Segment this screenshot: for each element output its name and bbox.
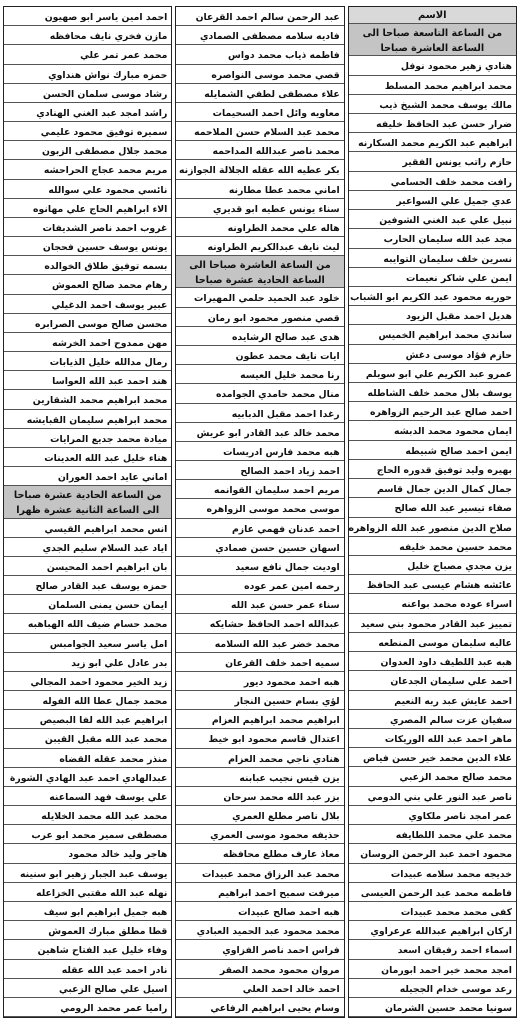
name-cell: عمرو عبد الكريم علي ابو سويلم	[349, 364, 516, 383]
name-cell: يوسف عبد الجبار زهير ابو سنينه	[4, 864, 171, 883]
name-cell: يزن قيس نجيب عبابنه	[176, 768, 343, 787]
name-cell: محمد عبد الله محمد الخلايله	[4, 806, 171, 825]
name-cell: راميا عمر محمد الرومي	[4, 998, 171, 1017]
name-cell: هند احمد عبد الله العواسا	[4, 371, 171, 390]
name-cell: مازن فخري نايف محافظه	[4, 26, 171, 45]
name-cell: اركان ابراهيم عبدالله عرعراوي	[349, 921, 516, 940]
name-cell: عبد الرحمن سالم احمد القرعان	[176, 7, 343, 26]
name-cell: محمد حسام ضيف الله الهباهبه	[4, 614, 171, 633]
name-cell: لؤي بسام حسين النجار	[176, 691, 343, 710]
name-cell: احمد عدنان فهمي عازم	[176, 519, 343, 538]
name-cell: اوديت جمال نافع سعيد	[176, 557, 343, 576]
name-cell: ميادة محمد جديع المرايات	[4, 429, 171, 448]
column-left	[3, 6, 172, 1018]
name-cell: راشد امجد عبد الغني الهنادي	[4, 103, 171, 122]
name-cell: عاليه سليمان موسى المنطعه	[349, 633, 516, 652]
name-cell: يونس يوسف حسين فحجان	[4, 237, 171, 256]
name-cell: علاء الدين محمد خير حسن فياض	[349, 748, 516, 767]
name-cell: قصي محمد موسى النواصره	[176, 65, 343, 84]
name-cell: خديجه محمد سلامه عبيدات	[349, 864, 516, 883]
name-cell: مجد عبد الله سليمان الحارب	[349, 229, 516, 248]
name-cell: محمد عبد السلام حسن الملاحمه	[176, 122, 343, 141]
name-cell: علاء مصطفى لطفي الشمايله	[176, 84, 343, 103]
name-cell: سميره توفيق محمود عليمي	[4, 122, 171, 141]
name-cell: جمال كمال الدين جمال قاسم	[349, 479, 516, 498]
name-cell: تمييز عبد القادر محمود بني سعيد	[349, 614, 516, 633]
name-cell: هبه جميل ابراهيم ابو سيف	[4, 902, 171, 921]
name-cell: فراس احمد ناصر الفزاوي	[176, 940, 343, 959]
name-cell: هاله علي محمد الطراونه	[176, 218, 343, 237]
name-cell: غروب احمد ناصر الشديفات	[4, 218, 171, 237]
name-cell: محمد خضر عبد الله السلامه	[176, 634, 343, 653]
name-cell: رغدا احمد مقبل الدبابيه	[176, 404, 343, 423]
name-cell: سميه احمد خلف القرعان	[176, 653, 343, 672]
name-cell: بكر عطيه الله عقله الجلالة الجوازنه	[176, 160, 343, 179]
name-cell: ساندي محمد ابراهيم الخميس	[349, 325, 516, 344]
name-cell: احمد علي سليمان الجدعان	[349, 671, 516, 690]
name-cell: عبدالهادي احمد عبد الهادي الشورة	[4, 768, 171, 787]
name-cell: هبه عبد اللطيف داود العدوان	[349, 652, 516, 671]
name-cell: رافت محمد خلف الحسامي	[349, 172, 516, 191]
name-cell: ابراهيم عبد الله لفا البصيص	[4, 710, 171, 729]
name-cell: محمد ابراهيم سليمان القبايشه	[4, 410, 171, 429]
name-cell: ليث نايف عبدالكريم الطراونه	[176, 237, 343, 256]
name-cell: محمود احمد عبد الرحمن الروسان	[349, 844, 516, 863]
name-cell: هدى عبد صالح الرشايده	[176, 327, 343, 346]
name-cell: محمد علي محمد اللطايفه	[349, 825, 516, 844]
name-cell: نسرين خلف سليمان التوايبه	[349, 249, 516, 268]
name-cell: سناء عمر حسن عبد الله	[176, 595, 343, 614]
name-cell: سونيا محمد حسين الشرمان	[349, 998, 516, 1017]
name-cell: صفاء تيسير عبد الله صالح	[349, 498, 516, 517]
name-cell: رنا محمد خليل العيسه	[176, 365, 343, 384]
name-cell: حمزه يوسف عبد القادر صالح	[4, 576, 171, 595]
name-cell: رشاد موسى سلمان الحسن	[4, 84, 171, 103]
column-middle	[175, 6, 344, 1018]
name-cell: ايات نايف محمد عطون	[176, 346, 343, 365]
name-cell: يزن مجدي مصباح خليل	[349, 556, 516, 575]
name-cell: احمد خالد احمد العلي	[176, 979, 343, 998]
name-cell: حمزه مبارك نواش هنداوي	[4, 65, 171, 84]
time-slot-header: من الساعة العاشرة صباحا الى الساعة الحادية عشرة صباحا	[176, 256, 343, 288]
name-cell: اماني عايد احمد العوران	[4, 467, 171, 486]
name-cell: مريم احمد سليمان القوانمه	[176, 480, 343, 499]
name-cell: محمد ابراهيم محمد الشقارين	[4, 390, 171, 409]
name-cell: اسماء احمد رفيقان اسعد	[349, 940, 516, 959]
name-cell: رمال مدالله خليل الذيابات	[4, 352, 171, 371]
name-cell: اعتدال قاسم محمود ابو خيط	[176, 729, 343, 748]
name-cell: اسهان حسين حسن صمادي	[176, 538, 343, 557]
name-cell: هنادي زهير محمود نوفل	[349, 56, 516, 75]
name-cell: اياد عبد السلام سليم الجدي	[4, 538, 171, 557]
name-cell: ايمن علي شاكر نعيمات	[349, 268, 516, 287]
name-cell: حوريه محمود عبد الكريم ابو الشباب	[349, 287, 516, 306]
name-cell: اسراء عوده محمد بواعنه	[349, 594, 516, 613]
name-cell: نهله عبد الله مقتبي الخزاعله	[4, 883, 171, 902]
name-cell: مهن ممدوح احمد الخرشه	[4, 333, 171, 352]
name-cell: بزر عبد الله محمد سرحان	[176, 787, 343, 806]
name-cell: وفاء خليل عبد الفتاح شاهين	[4, 940, 171, 959]
name-cell: معاذ عارف مطلع محافظه	[176, 844, 343, 863]
name-cell: اسيل علي صالح الزعبي	[4, 979, 171, 998]
name-cell: فاديه سلامه مصطفى الصمادي	[176, 26, 343, 45]
name-cell: ايمان محمود محمد الدبشه	[349, 421, 516, 440]
names-sheet	[3, 6, 517, 1018]
name-cell: انس محمد ابراهيم القيسي	[4, 519, 171, 538]
name-cell: قطا مطلق مبارك العموش	[4, 921, 171, 940]
name-cell: محمد عمر تمر علي	[4, 45, 171, 64]
name-cell: هبه محمد فارس ادريسات	[176, 442, 343, 461]
name-cell: محسن صالح موسى الصرابره	[4, 314, 171, 333]
name-cell: رحمه امين عمر عوده	[176, 576, 343, 595]
name-cell: فاطمه ذياب محمد دواس	[176, 45, 343, 64]
name-cell: فاطمه محمد عبد الرحمن العيسى	[349, 883, 516, 902]
name-cell: محمد صالح محمد الزعبي	[349, 767, 516, 786]
name-cell: احمد عايش عبد ربه النعيم	[349, 691, 516, 710]
name-cell: ناصر عبد النور علي بني الدومي	[349, 787, 516, 806]
name-cell: عبير يوسف احمد الدغيلي	[4, 295, 171, 314]
name-cell: احمد زياد احمد الصالح	[176, 461, 343, 480]
name-cell: ايمان حسن يمنى السلمان	[4, 595, 171, 614]
name-cell: اماني محمد عطا مطارنه	[176, 180, 343, 199]
name-cell: هنادي ناجي محمد العزام	[176, 749, 343, 768]
name-cell: هبه احمد محمود ديور	[176, 672, 343, 691]
name-cell: بدر عادل علي ابو زيد	[4, 653, 171, 672]
name-cell: محمد جمال عطا الله الفوله	[4, 691, 171, 710]
name-cell: محمد ابراهيم محمد المسلط	[349, 76, 516, 95]
name-cell: هناء خليل عبد الله العدينات	[4, 448, 171, 467]
name-cell: وسام يحيى ابراهيم الرفاعي	[176, 998, 343, 1017]
name-cell: مصطفى سمير محمد ابو عرب	[4, 825, 171, 844]
name-cell: بسمه توفيق طلاق الخوالده	[4, 256, 171, 275]
name-cell: هديل احمد مقبل الزيود	[349, 306, 516, 325]
name-cell: بلال ناصر مطلع العمري	[176, 806, 343, 825]
name-cell: امجد محمد خير احمد ابورمان	[349, 960, 516, 979]
name-cell: قصي منصور محمود ابو رمان	[176, 308, 343, 327]
name-cell: ابراهيم محمد ابراهيم العزام	[176, 710, 343, 729]
name-cell: هاجر وليد خالد محمود	[4, 844, 171, 863]
name-cell: يوسف بلال محمد خلف الشاطله	[349, 383, 516, 402]
name-cell: عدي جميل علي السواعير	[349, 191, 516, 210]
name-cell: بان ابراهيم احمد المحيسن	[4, 557, 171, 576]
name-cell: صلاح الدين منصور عبد الله الزواهره	[349, 518, 516, 537]
name-cell: سناء يونس عطيه ابو قديري	[176, 199, 343, 218]
name-cell: ميرفت سميح احمد ابراهيم	[176, 883, 343, 902]
name-cell: منال محمد حامدي الجوامده	[176, 384, 343, 403]
name-cell: علي يوسف فهد السماعنه	[4, 787, 171, 806]
name-cell: هبه احمد صالح عبيدات	[176, 902, 343, 921]
name-cell: محمد محمود عبد الحميد العبادي	[176, 921, 343, 940]
name-cell: محمد عبد الله مقبل القيبن	[4, 729, 171, 748]
name-cell: محمد عبد الرزاق محمد عبيدات	[176, 864, 343, 883]
name-cell: محمد خالد عبد القادر ابو عريش	[176, 423, 343, 442]
name-header: الاسم	[349, 7, 516, 24]
name-cell: زيد الخير محمود احمد المجالي	[4, 672, 171, 691]
name-cell: حذيفه محمود موسى العمري	[176, 825, 343, 844]
name-cell: ايمن احمد صالح شبيطه	[349, 441, 516, 460]
time-slot-header: من الساعة الحادية عشرة صباحا الى الساعة الثانية عشرة ظهرا	[4, 486, 171, 518]
name-cell: رهام محمد صالح العموش	[4, 275, 171, 294]
name-cell: بهيره وليد توفيق قدوره الحاج	[349, 460, 516, 479]
name-cell: كفى محمد محمد عبيدات	[349, 902, 516, 921]
name-cell: خلود عبد الحميد حلمي المهيرات	[176, 288, 343, 307]
name-cell: نادر احمد عبد الله عقله	[4, 960, 171, 979]
name-cell: مروان محمود محمد الصقر	[176, 960, 343, 979]
name-cell: مالك يوسف محمد الشيخ ذيب	[349, 95, 516, 114]
name-cell: موسى محمد موسى الزواهره	[176, 499, 343, 518]
name-cell: احمد صالح عبد الرحيم الزواهره	[349, 402, 516, 421]
name-cell: احمد امين ياسر ابو صهيون	[4, 7, 171, 26]
name-cell: الاء ابراهيم الحاج علي مهانوه	[4, 199, 171, 218]
name-cell: محمد ناصر عبدالله المداحمه	[176, 141, 343, 160]
time-slot-header: من الساعة التاسعة صباحا الى الساعة العاشرة صباحا	[349, 24, 516, 56]
name-cell: محمد حسين محمد خليفه	[349, 537, 516, 556]
name-cell: ماهر احمد عبد الله الوريكات	[349, 729, 516, 748]
name-cell: سفيان عزت سالم المصري	[349, 710, 516, 729]
name-cell: نائسي محمود علي سوالله	[4, 180, 171, 199]
name-cell: حازم راتب يونس الفقير	[349, 152, 516, 171]
name-cell: امل ياسر سعيد الجوامبس	[4, 634, 171, 653]
name-cell: ابراهيم عبد الكريم محمد السكارنه	[349, 133, 516, 152]
name-cell: عمر امجد ناصر ملكاوي	[349, 806, 516, 825]
name-cell: عائشه هشام عيسى عبد الحافظ	[349, 575, 516, 594]
name-cell: ضرار حسن عبد الحافظ خليفه	[349, 114, 516, 133]
column-right	[348, 6, 517, 1018]
name-cell: رعد موسى خدام الججيله	[349, 979, 516, 998]
name-cell: نبيل علي عبد الغني الشوفين	[349, 210, 516, 229]
name-cell: معاويه وائل احمد السحيمات	[176, 103, 343, 122]
name-cell: عبدالله احمد الحافظ حشايكه	[176, 614, 343, 633]
name-cell: حازم فؤاد موسى دغش	[349, 345, 516, 364]
name-cell: محمد جلال مصطفى الزبون	[4, 141, 171, 160]
name-cell: منذر محمد عقله القضاه	[4, 749, 171, 768]
name-cell: مريم محمد عجاج الحراحشه	[4, 160, 171, 179]
